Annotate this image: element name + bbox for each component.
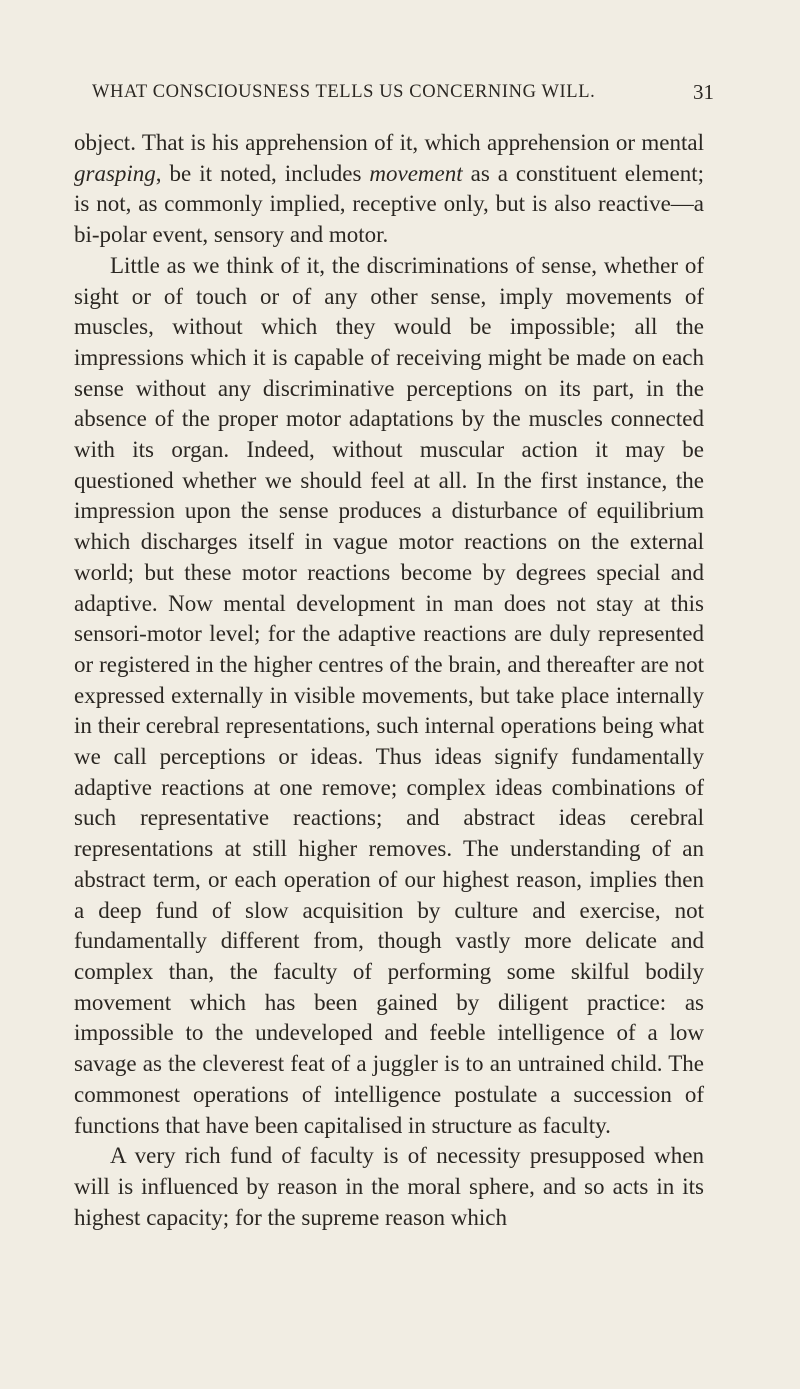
text-run: as a constituent element; is not, as commonly implied, receptive only, but is also reactive—a bi-polar event, sensory and motor. xyxy=(74,160,704,248)
italic-term: movement xyxy=(369,160,463,186)
text-run: Little as we think of it, the discriminations of sense, whether of sight or of touch or of any other sense, imply movements of muscles, without which they would be impossible; all the impressions which it is capable of receiving might be made on each sense without any discriminative perceptions on its part, in the absence of the proper motor adaptations by the muscles connected with its organ. Indeed, without muscular action it may be questioned whether we should feel at all. In the first instance, the impression upon the sense produces a disturbance of equilibrium which discharges itself in vague motor reactions on the external world; but these motor reactions become by degrees special and adaptive. Now mental development in man does not stay at this sensori-motor level; for the adaptive reactions are duly represented or registered in the higher centres of the brain, and thereafter are not expressed externally in visible movements, but take place internally in their cerebral representations, such internal operations being what we call perceptions or ideas. Thus ideas signify fundamentally adaptive reactions at one remove; complex ideas combinations of such representative reactions; and abstract ideas cerebral representations at still higher removes. The understanding of an abstract term, or each operation of our highest reason, implies then a deep fund of slow acquisition by culture and exercise, not fundamentally different from, though vastly more delicate and complex than, the faculty of performing some skilful bodily movement which has been gained by diligent practice: as impossible to the undeveloped and feeble intelligence of a low savage as the cleverest feat of a juggler is to an untrained child. The commonest operations of intelligence postulate a succession of functions that have been capitalised in structure as faculty. xyxy=(74,252,704,1138)
paragraph xyxy=(74,128,704,251)
text-run: A very rich fund of faculty is of necessity presupposed when will is influenced by reason in the moral sphere, and so acts in its highest capacity; for the supreme reason which xyxy=(74,1143,704,1230)
page-number: 31 xyxy=(693,80,714,104)
text-run: object. That is his apprehension of it, which apprehension or mental xyxy=(74,130,704,155)
paragraph xyxy=(74,1141,704,1233)
italic-term: grasping xyxy=(74,160,156,186)
text-run: , be it noted, includes xyxy=(155,160,370,186)
running-title: WHAT CONSCIOUSNESS TELLS US CONCERNING WILL. xyxy=(92,82,596,102)
running-header xyxy=(92,78,714,106)
paragraph xyxy=(74,251,704,1141)
body-text xyxy=(74,128,704,1233)
